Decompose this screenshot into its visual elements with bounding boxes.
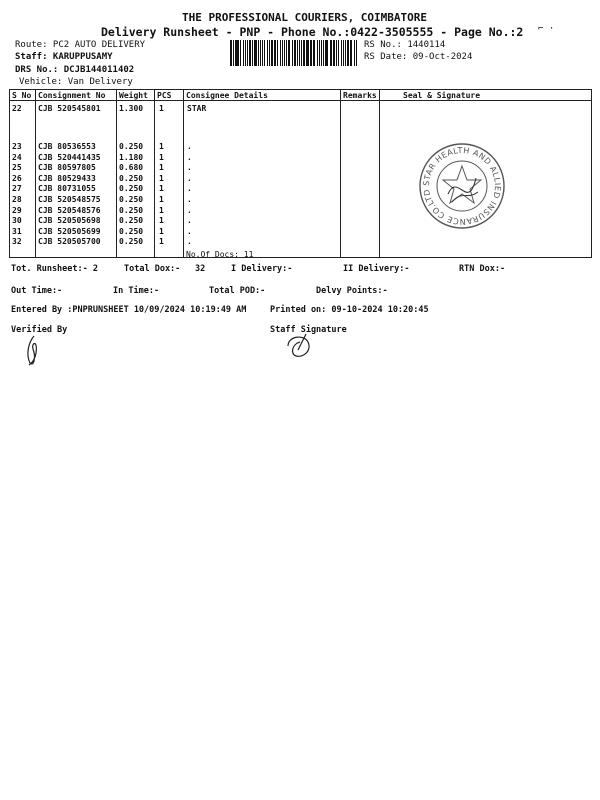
cell-sno: 30 (12, 216, 22, 226)
ii-delivery: II Delivery:- (343, 264, 410, 274)
cell-consignment: CJB 520505699 (38, 226, 101, 236)
barcode-bar (317, 40, 318, 66)
route-label: Route: PC2 AUTO DELIVERY (15, 40, 146, 50)
cell-weight: 0.250 (119, 205, 144, 215)
barcode (230, 40, 358, 66)
cell-consignment: CJB 520548575 (38, 195, 101, 204)
cell-consignment: CJB 80529433 (38, 173, 96, 183)
barcode-bar (284, 40, 285, 66)
barcode-bar (280, 40, 281, 66)
barcode-bar (330, 40, 331, 66)
cell-consignment: CJB 80597805 (38, 163, 96, 173)
barcode-bar (252, 40, 253, 66)
barcode-bar (331, 40, 332, 66)
total-dox-value: 32 (195, 264, 206, 274)
cell-details: . (187, 205, 192, 215)
cell-consignment: CJB 520505700 (38, 237, 101, 247)
rs-date: RS Date: 09-Oct-2024 (364, 52, 473, 62)
insurance-seal-stamp (418, 142, 506, 230)
cell-pcs: 1 (159, 216, 164, 226)
drs-number: DRS No.: DCJB144011402 (15, 65, 135, 75)
barcode-bar (258, 40, 259, 66)
cell-sno: 24 (12, 152, 22, 162)
cell-weight: 0.250 (119, 142, 144, 151)
barcode-bar (292, 40, 293, 66)
cell-consignment: CJB 520545801 (38, 104, 101, 113)
barcode-bar (294, 40, 296, 66)
cell-pcs: 1 (159, 205, 164, 215)
barcode-bar (319, 40, 320, 66)
barcode-bar (247, 40, 248, 66)
cell-consignment: CJB 520441435 (38, 152, 101, 162)
cell-details: . (187, 237, 192, 247)
cell-sno: 22 (12, 104, 22, 113)
barcode-bar (267, 40, 268, 66)
total-pod: Total POD:- (209, 286, 266, 296)
barcode-bar (323, 40, 324, 66)
barcode-bar (325, 40, 328, 66)
col-header-consignment: Consignment No (38, 91, 106, 100)
cell-pcs: 1 (159, 237, 164, 247)
cell-weight: 0.250 (119, 226, 144, 236)
tot-runsheet: Tot. Runsheet:- 2 (11, 264, 98, 274)
barcode-bar (264, 40, 265, 66)
barcode-bar (277, 40, 278, 66)
i-delivery: I Delivery:- (231, 264, 293, 274)
barcode-bar (301, 40, 302, 66)
cell-pcs: 1 (159, 195, 164, 204)
cell-weight: 0.250 (119, 237, 144, 247)
cell-weight: 1.300 (119, 104, 144, 113)
cell-details: . (187, 173, 192, 183)
barcode-bar (311, 40, 312, 66)
col-header-weight: Weight (119, 91, 148, 100)
barcode-bar (254, 40, 257, 66)
barcode-bar (321, 40, 323, 66)
col-header-pcs: PCS (157, 91, 172, 100)
cell-consignment: CJB 80731055 (38, 184, 96, 194)
verified-by-label: Verified By (11, 325, 68, 335)
barcode-bar (341, 40, 343, 66)
cell-consignment: CJB 520548576 (38, 205, 101, 215)
col-header-remarks: Remarks (343, 91, 377, 100)
barcode-bar (313, 40, 315, 66)
barcode-bar (249, 40, 251, 66)
barcode-bar (236, 40, 239, 66)
barcode-bar (356, 40, 357, 66)
cell-consignment: CJB 80536553 (38, 142, 96, 151)
company-title: THE PROFESSIONAL COURIERS, COIMBATORE (182, 11, 428, 24)
barcode-bar (262, 40, 264, 66)
barcode-bar (245, 40, 246, 66)
barcode-bar (230, 40, 232, 66)
barcode-bar (274, 40, 276, 66)
col-header-seal-signature: Seal & Signature (403, 91, 481, 100)
cell-sno: 26 (12, 173, 22, 183)
col-header-sno: S No (12, 91, 32, 100)
cell-weight: 0.250 (119, 216, 144, 226)
barcode-bar (350, 40, 352, 66)
cell-weight: 0.250 (119, 173, 144, 183)
barcode-bar (338, 40, 339, 66)
barcode-bar (286, 40, 287, 66)
cell-pcs: 1 (159, 173, 164, 183)
cell-weight: 0.250 (119, 195, 144, 204)
cell-pcs: 1 (159, 104, 164, 113)
cell-weight: 1.180 (119, 152, 144, 162)
entered-by: Entered By :PNPRUNSHEET 10/09/2024 10:19:49 AM (11, 305, 247, 315)
staff-signature-label: Staff Signature (270, 325, 347, 335)
barcode-bar (297, 40, 298, 66)
cell-details: . (187, 226, 192, 236)
barcode-bar (260, 40, 261, 66)
col-header-consignee: Consignee Details (186, 91, 268, 100)
cell-pcs: 1 (159, 152, 164, 162)
barcode-bar (282, 40, 284, 66)
cell-pcs: 1 (159, 184, 164, 194)
cell-sno: 32 (12, 237, 22, 247)
barcode-bar (233, 40, 234, 66)
cell-pcs: 1 (159, 163, 164, 173)
total-dox-label: Total Dox:- (124, 264, 181, 274)
barcode-bar (343, 40, 344, 66)
corner-mark: ⌐ · (538, 24, 555, 34)
cell-sno: 23 (12, 142, 22, 151)
cell-weight: 0.250 (119, 184, 144, 194)
staff-label: Staff: KARUPPUSAMY (15, 52, 113, 62)
barcode-bar (288, 40, 291, 66)
barcode-bar (271, 40, 274, 66)
cell-pcs: 1 (159, 226, 164, 236)
barcode-bar (306, 40, 309, 66)
staff-signature-mark (282, 330, 316, 362)
cell-sno: 27 (12, 184, 22, 194)
cell-details: . (187, 216, 192, 226)
delvy-points: Delvy Points:- (316, 286, 388, 296)
printed-on: Printed on: 09-10-2024 10:20:45 (270, 305, 429, 315)
cell-details: . (187, 195, 192, 204)
barcode-bar (269, 40, 270, 66)
rtn-dox: RTN Dox:- (459, 264, 506, 274)
no-of-docs: No.Of Docs: 11 (186, 250, 254, 259)
cell-sno: 29 (12, 205, 22, 215)
cell-pcs: 1 (159, 142, 164, 151)
cell-details: . (187, 142, 192, 151)
barcode-bar (310, 40, 311, 66)
verified-by-signature (20, 333, 50, 367)
barcode-bar (240, 40, 241, 66)
barcode-bar (303, 40, 305, 66)
barcode-bar (336, 40, 337, 66)
cell-details: . (187, 184, 192, 194)
cell-details: . (187, 152, 192, 162)
svg-text:STAR HEALTH AND ALLIED INSURAN: STAR HEALTH AND ALLIED INSURANCE CO.LTD (421, 145, 503, 227)
barcode-bar (243, 40, 245, 66)
cell-sno: 25 (12, 163, 22, 173)
barcode-bar (235, 40, 236, 66)
runsheet-subtitle: Delivery Runsheet - PNP - Phone No.:0422-3505555 - Page No.:2 (101, 25, 524, 39)
barcode-bar (299, 40, 300, 66)
cell-details: . (187, 163, 192, 173)
out-time: Out Time:- (11, 286, 63, 296)
rs-number: RS No.: 1440114 (364, 40, 446, 50)
cell-consignment: CJB 520505698 (38, 216, 101, 226)
cell-details: STAR (187, 104, 207, 113)
cell-sno: 31 (12, 226, 22, 236)
barcode-bar (333, 40, 335, 66)
in-time: In Time:- (113, 286, 160, 296)
barcode-bar (354, 40, 355, 66)
barcode-bar (347, 40, 350, 66)
barcode-bar (345, 40, 346, 66)
cell-weight: 0.680 (119, 163, 144, 173)
cell-sno: 28 (12, 195, 22, 204)
vehicle-label: Vehicle: Van Delivery (19, 77, 133, 87)
